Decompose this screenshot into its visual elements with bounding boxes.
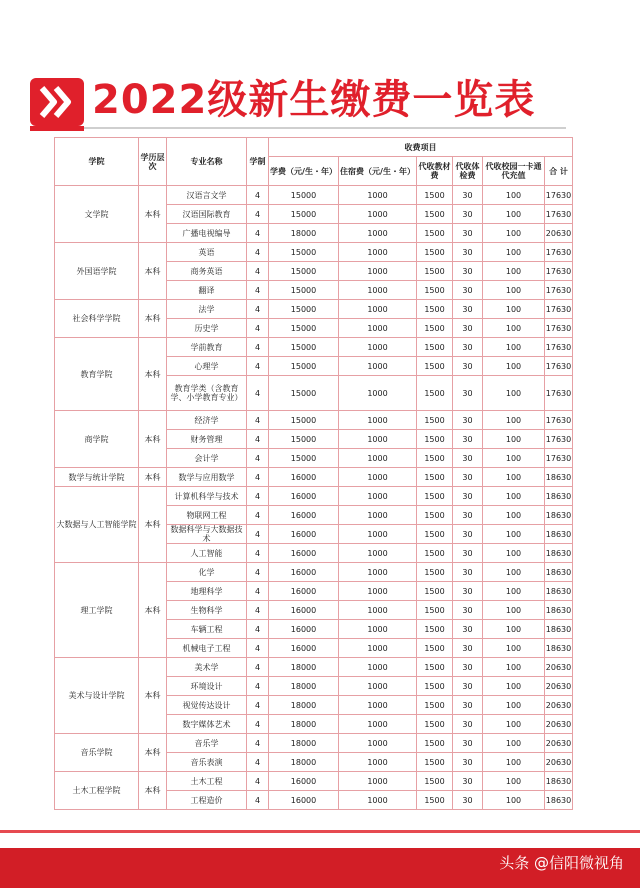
major-cell: 计算机科学与技术 (167, 487, 247, 506)
textbook-cell: 1500 (417, 243, 453, 262)
dorm-cell: 1000 (339, 243, 417, 262)
col-header-card: 代收校园一卡通代充值 (483, 157, 545, 186)
col-header-dorm: 住宿费（元/生・年） (339, 157, 417, 186)
total-cell: 18630 (545, 468, 573, 487)
major-cell: 汉语国际教育 (167, 205, 247, 224)
years-cell: 4 (247, 338, 269, 357)
textbook-cell: 1500 (417, 563, 453, 582)
years-cell: 4 (247, 300, 269, 319)
total-cell: 17630 (545, 243, 573, 262)
total-cell: 18630 (545, 544, 573, 563)
years-cell: 4 (247, 677, 269, 696)
major-cell: 英语 (167, 243, 247, 262)
textbook-cell: 1500 (417, 281, 453, 300)
card-cell: 100 (483, 753, 545, 772)
major-cell: 音乐表演 (167, 753, 247, 772)
major-cell: 数学与应用数学 (167, 468, 247, 487)
card-cell: 100 (483, 677, 545, 696)
card-cell: 100 (483, 186, 545, 205)
college-cell: 外国语学院 (55, 243, 139, 300)
total-cell: 17630 (545, 281, 573, 300)
degree-cell: 本科 (139, 243, 167, 300)
textbook-cell: 1500 (417, 186, 453, 205)
textbook-cell: 1500 (417, 582, 453, 601)
total-cell: 17630 (545, 376, 573, 411)
checkup-cell: 30 (453, 715, 483, 734)
col-header-college: 学院 (55, 138, 139, 186)
dorm-cell: 1000 (339, 487, 417, 506)
tuition-cell: 15000 (269, 281, 339, 300)
major-cell: 物联网工程 (167, 506, 247, 525)
tuition-cell: 15000 (269, 262, 339, 281)
degree-cell: 本科 (139, 338, 167, 411)
major-cell: 心理学 (167, 357, 247, 376)
dorm-cell: 1000 (339, 734, 417, 753)
total-cell: 20630 (545, 696, 573, 715)
years-cell: 4 (247, 205, 269, 224)
years-cell: 4 (247, 430, 269, 449)
years-cell: 4 (247, 639, 269, 658)
tuition-cell: 15000 (269, 449, 339, 468)
double-chevron-icon (30, 78, 84, 126)
years-cell: 4 (247, 582, 269, 601)
total-cell: 20630 (545, 677, 573, 696)
years-cell: 4 (247, 696, 269, 715)
checkup-cell: 30 (453, 300, 483, 319)
college-cell: 土木工程学院 (55, 772, 139, 810)
tuition-cell: 16000 (269, 772, 339, 791)
checkup-cell: 30 (453, 525, 483, 544)
years-cell: 4 (247, 449, 269, 468)
tuition-cell: 16000 (269, 544, 339, 563)
college-cell: 文学院 (55, 186, 139, 243)
checkup-cell: 30 (453, 620, 483, 639)
textbook-cell: 1500 (417, 639, 453, 658)
major-cell: 汉语言文学 (167, 186, 247, 205)
textbook-cell: 1500 (417, 411, 453, 430)
dorm-cell: 1000 (339, 658, 417, 677)
dorm-cell: 1000 (339, 411, 417, 430)
total-cell: 20630 (545, 658, 573, 677)
card-cell: 100 (483, 506, 545, 525)
dorm-cell: 1000 (339, 224, 417, 243)
tuition-cell: 15000 (269, 205, 339, 224)
years-cell: 4 (247, 411, 269, 430)
dorm-cell: 1000 (339, 696, 417, 715)
checkup-cell: 30 (453, 449, 483, 468)
card-cell: 100 (483, 262, 545, 281)
years-cell: 4 (247, 620, 269, 639)
card-cell: 100 (483, 411, 545, 430)
card-cell: 100 (483, 563, 545, 582)
card-cell: 100 (483, 639, 545, 658)
major-cell: 地理科学 (167, 582, 247, 601)
card-cell: 100 (483, 338, 545, 357)
textbook-cell: 1500 (417, 319, 453, 338)
card-cell: 100 (483, 300, 545, 319)
tuition-cell: 18000 (269, 696, 339, 715)
checkup-cell: 30 (453, 243, 483, 262)
tuition-cell: 16000 (269, 601, 339, 620)
checkup-cell: 30 (453, 696, 483, 715)
card-cell: 100 (483, 772, 545, 791)
dorm-cell: 1000 (339, 281, 417, 300)
tuition-cell: 15000 (269, 411, 339, 430)
card-cell: 100 (483, 205, 545, 224)
years-cell: 4 (247, 715, 269, 734)
textbook-cell: 1500 (417, 262, 453, 281)
col-header-total: 合 计 (545, 157, 573, 186)
college-cell: 数学与统计学院 (55, 468, 139, 487)
total-cell: 18630 (545, 487, 573, 506)
textbook-cell: 1500 (417, 449, 453, 468)
tuition-cell: 18000 (269, 677, 339, 696)
textbook-cell: 1500 (417, 734, 453, 753)
textbook-cell: 1500 (417, 544, 453, 563)
textbook-cell: 1500 (417, 506, 453, 525)
col-header-fee-items: 收费项目 (269, 138, 573, 157)
card-cell: 100 (483, 601, 545, 620)
major-cell: 会计学 (167, 449, 247, 468)
years-cell: 4 (247, 281, 269, 300)
dorm-cell: 1000 (339, 620, 417, 639)
major-cell: 车辆工程 (167, 620, 247, 639)
checkup-cell: 30 (453, 262, 483, 281)
checkup-cell: 30 (453, 430, 483, 449)
major-cell: 商务英语 (167, 262, 247, 281)
dorm-cell: 1000 (339, 262, 417, 281)
tuition-cell: 15000 (269, 243, 339, 262)
total-cell: 20630 (545, 734, 573, 753)
checkup-cell: 30 (453, 639, 483, 658)
degree-cell: 本科 (139, 487, 167, 563)
dorm-cell: 1000 (339, 715, 417, 734)
total-cell: 17630 (545, 205, 573, 224)
dorm-cell: 1000 (339, 300, 417, 319)
card-cell: 100 (483, 544, 545, 563)
checkup-cell: 30 (453, 224, 483, 243)
years-cell: 4 (247, 262, 269, 281)
total-cell: 18630 (545, 563, 573, 582)
title-divider (30, 127, 566, 129)
tuition-cell: 15000 (269, 376, 339, 411)
card-cell: 100 (483, 487, 545, 506)
degree-cell: 本科 (139, 772, 167, 810)
checkup-cell: 30 (453, 582, 483, 601)
card-cell: 100 (483, 582, 545, 601)
total-cell: 17630 (545, 411, 573, 430)
col-header-years: 学制 (247, 138, 269, 186)
tuition-cell: 15000 (269, 319, 339, 338)
textbook-cell: 1500 (417, 677, 453, 696)
textbook-cell: 1500 (417, 300, 453, 319)
major-cell: 环境设计 (167, 677, 247, 696)
major-cell: 视觉传达设计 (167, 696, 247, 715)
tuition-cell: 18000 (269, 715, 339, 734)
checkup-cell: 30 (453, 186, 483, 205)
degree-cell: 本科 (139, 658, 167, 734)
years-cell: 4 (247, 601, 269, 620)
dorm-cell: 1000 (339, 525, 417, 544)
textbook-cell: 1500 (417, 430, 453, 449)
total-cell: 17630 (545, 262, 573, 281)
col-header-tuition: 学费（元/生・年） (269, 157, 339, 186)
tuition-cell: 15000 (269, 186, 339, 205)
major-cell: 化学 (167, 563, 247, 582)
dorm-cell: 1000 (339, 186, 417, 205)
total-cell: 20630 (545, 715, 573, 734)
years-cell: 4 (247, 468, 269, 487)
checkup-cell: 30 (453, 563, 483, 582)
dorm-cell: 1000 (339, 468, 417, 487)
degree-cell: 本科 (139, 563, 167, 658)
footer-divider (0, 830, 640, 833)
checkup-cell: 30 (453, 205, 483, 224)
tuition-cell: 16000 (269, 525, 339, 544)
years-cell: 4 (247, 243, 269, 262)
dorm-cell: 1000 (339, 753, 417, 772)
tuition-cell: 16000 (269, 582, 339, 601)
total-cell: 17630 (545, 319, 573, 338)
tuition-cell: 16000 (269, 791, 339, 810)
card-cell: 100 (483, 319, 545, 338)
tuition-cell: 15000 (269, 300, 339, 319)
major-cell: 音乐学 (167, 734, 247, 753)
dorm-cell: 1000 (339, 601, 417, 620)
dorm-cell: 1000 (339, 582, 417, 601)
textbook-cell: 1500 (417, 772, 453, 791)
college-cell: 美术与设计学院 (55, 658, 139, 734)
major-cell: 美术学 (167, 658, 247, 677)
checkup-cell: 30 (453, 544, 483, 563)
total-cell: 17630 (545, 430, 573, 449)
textbook-cell: 1500 (417, 658, 453, 677)
college-cell: 商学院 (55, 411, 139, 468)
major-cell: 法学 (167, 300, 247, 319)
textbook-cell: 1500 (417, 753, 453, 772)
college-cell: 音乐学院 (55, 734, 139, 772)
textbook-cell: 1500 (417, 791, 453, 810)
major-cell: 历史学 (167, 319, 247, 338)
years-cell: 4 (247, 563, 269, 582)
watermark: 头条 @信阳微视角 (499, 854, 624, 872)
degree-cell: 本科 (139, 734, 167, 772)
textbook-cell: 1500 (417, 487, 453, 506)
degree-cell: 本科 (139, 468, 167, 487)
card-cell: 100 (483, 243, 545, 262)
tuition-cell: 16000 (269, 620, 339, 639)
total-cell: 18630 (545, 582, 573, 601)
checkup-cell: 30 (453, 376, 483, 411)
textbook-cell: 1500 (417, 525, 453, 544)
years-cell: 4 (247, 357, 269, 376)
textbook-cell: 1500 (417, 696, 453, 715)
total-cell: 18630 (545, 620, 573, 639)
checkup-cell: 30 (453, 411, 483, 430)
card-cell: 100 (483, 791, 545, 810)
textbook-cell: 1500 (417, 715, 453, 734)
major-cell: 生物科学 (167, 601, 247, 620)
years-cell: 4 (247, 734, 269, 753)
major-cell: 数据科学与大数据技术 (167, 525, 247, 544)
dorm-cell: 1000 (339, 319, 417, 338)
textbook-cell: 1500 (417, 620, 453, 639)
tuition-cell: 18000 (269, 753, 339, 772)
fee-table (54, 137, 573, 810)
major-cell: 数字媒体艺术 (167, 715, 247, 734)
major-cell: 经济学 (167, 411, 247, 430)
years-cell: 4 (247, 506, 269, 525)
college-cell: 大数据与人工智能学院 (55, 487, 139, 563)
card-cell: 100 (483, 525, 545, 544)
tuition-cell: 15000 (269, 357, 339, 376)
card-cell: 100 (483, 449, 545, 468)
checkup-cell: 30 (453, 601, 483, 620)
total-cell: 17630 (545, 338, 573, 357)
tuition-cell: 18000 (269, 734, 339, 753)
total-cell: 18630 (545, 791, 573, 810)
tuition-cell: 16000 (269, 468, 339, 487)
col-header-checkup: 代收体检费 (453, 157, 483, 186)
card-cell: 100 (483, 696, 545, 715)
checkup-cell: 30 (453, 281, 483, 300)
total-cell: 18630 (545, 525, 573, 544)
years-cell: 4 (247, 658, 269, 677)
page-title: 2022级新生缴费一览表 (92, 77, 536, 123)
textbook-cell: 1500 (417, 357, 453, 376)
checkup-cell: 30 (453, 753, 483, 772)
years-cell: 4 (247, 376, 269, 411)
checkup-cell: 30 (453, 658, 483, 677)
card-cell: 100 (483, 658, 545, 677)
total-cell: 18630 (545, 639, 573, 658)
checkup-cell: 30 (453, 487, 483, 506)
major-cell: 工程造价 (167, 791, 247, 810)
card-cell: 100 (483, 430, 545, 449)
textbook-cell: 1500 (417, 601, 453, 620)
dorm-cell: 1000 (339, 338, 417, 357)
dorm-cell: 1000 (339, 544, 417, 563)
major-cell: 学前教育 (167, 338, 247, 357)
degree-cell: 本科 (139, 411, 167, 468)
textbook-cell: 1500 (417, 224, 453, 243)
textbook-cell: 1500 (417, 205, 453, 224)
total-cell: 17630 (545, 357, 573, 376)
card-cell: 100 (483, 357, 545, 376)
col-header-textbook: 代收教材费 (417, 157, 453, 186)
major-cell: 人工智能 (167, 544, 247, 563)
total-cell: 18630 (545, 772, 573, 791)
dorm-cell: 1000 (339, 563, 417, 582)
col-header-major: 专业名称 (167, 138, 247, 186)
title-divider-accent (30, 126, 84, 131)
dorm-cell: 1000 (339, 357, 417, 376)
checkup-cell: 30 (453, 677, 483, 696)
major-cell: 广播电视编导 (167, 224, 247, 243)
card-cell: 100 (483, 281, 545, 300)
years-cell: 4 (247, 791, 269, 810)
checkup-cell: 30 (453, 791, 483, 810)
college-cell: 社会科学学院 (55, 300, 139, 338)
major-cell: 土木工程 (167, 772, 247, 791)
tuition-cell: 18000 (269, 658, 339, 677)
years-cell: 4 (247, 753, 269, 772)
card-cell: 100 (483, 620, 545, 639)
years-cell: 4 (247, 525, 269, 544)
degree-cell: 本科 (139, 186, 167, 243)
checkup-cell: 30 (453, 357, 483, 376)
college-cell: 理工学院 (55, 563, 139, 658)
tuition-cell: 16000 (269, 487, 339, 506)
total-cell: 18630 (545, 506, 573, 525)
checkup-cell: 30 (453, 734, 483, 753)
dorm-cell: 1000 (339, 772, 417, 791)
card-cell: 100 (483, 715, 545, 734)
card-cell: 100 (483, 734, 545, 753)
major-cell: 机械电子工程 (167, 639, 247, 658)
years-cell: 4 (247, 487, 269, 506)
textbook-cell: 1500 (417, 468, 453, 487)
years-cell: 4 (247, 224, 269, 243)
tuition-cell: 16000 (269, 563, 339, 582)
total-cell: 17630 (545, 186, 573, 205)
years-cell: 4 (247, 319, 269, 338)
years-cell: 4 (247, 186, 269, 205)
tuition-cell: 18000 (269, 224, 339, 243)
dorm-cell: 1000 (339, 677, 417, 696)
major-cell: 教育学类（含教育学、小学教育专业） (167, 376, 247, 411)
dorm-cell: 1000 (339, 639, 417, 658)
major-cell: 财务管理 (167, 430, 247, 449)
dorm-cell: 1000 (339, 506, 417, 525)
dorm-cell: 1000 (339, 430, 417, 449)
tuition-cell: 15000 (269, 430, 339, 449)
textbook-cell: 1500 (417, 376, 453, 411)
total-cell: 20630 (545, 224, 573, 243)
dorm-cell: 1000 (339, 376, 417, 411)
checkup-cell: 30 (453, 338, 483, 357)
total-cell: 18630 (545, 601, 573, 620)
dorm-cell: 1000 (339, 791, 417, 810)
total-cell: 17630 (545, 449, 573, 468)
total-cell: 20630 (545, 753, 573, 772)
checkup-cell: 30 (453, 772, 483, 791)
textbook-cell: 1500 (417, 338, 453, 357)
dorm-cell: 1000 (339, 205, 417, 224)
major-cell: 翻译 (167, 281, 247, 300)
total-cell: 17630 (545, 300, 573, 319)
tuition-cell: 15000 (269, 338, 339, 357)
card-cell: 100 (483, 224, 545, 243)
card-cell: 100 (483, 376, 545, 411)
checkup-cell: 30 (453, 468, 483, 487)
years-cell: 4 (247, 772, 269, 791)
col-header-degree: 学历层次 (139, 138, 167, 186)
checkup-cell: 30 (453, 319, 483, 338)
tuition-cell: 16000 (269, 639, 339, 658)
dorm-cell: 1000 (339, 449, 417, 468)
checkup-cell: 30 (453, 506, 483, 525)
degree-cell: 本科 (139, 300, 167, 338)
college-cell: 教育学院 (55, 338, 139, 411)
years-cell: 4 (247, 544, 269, 563)
tuition-cell: 16000 (269, 506, 339, 525)
card-cell: 100 (483, 468, 545, 487)
